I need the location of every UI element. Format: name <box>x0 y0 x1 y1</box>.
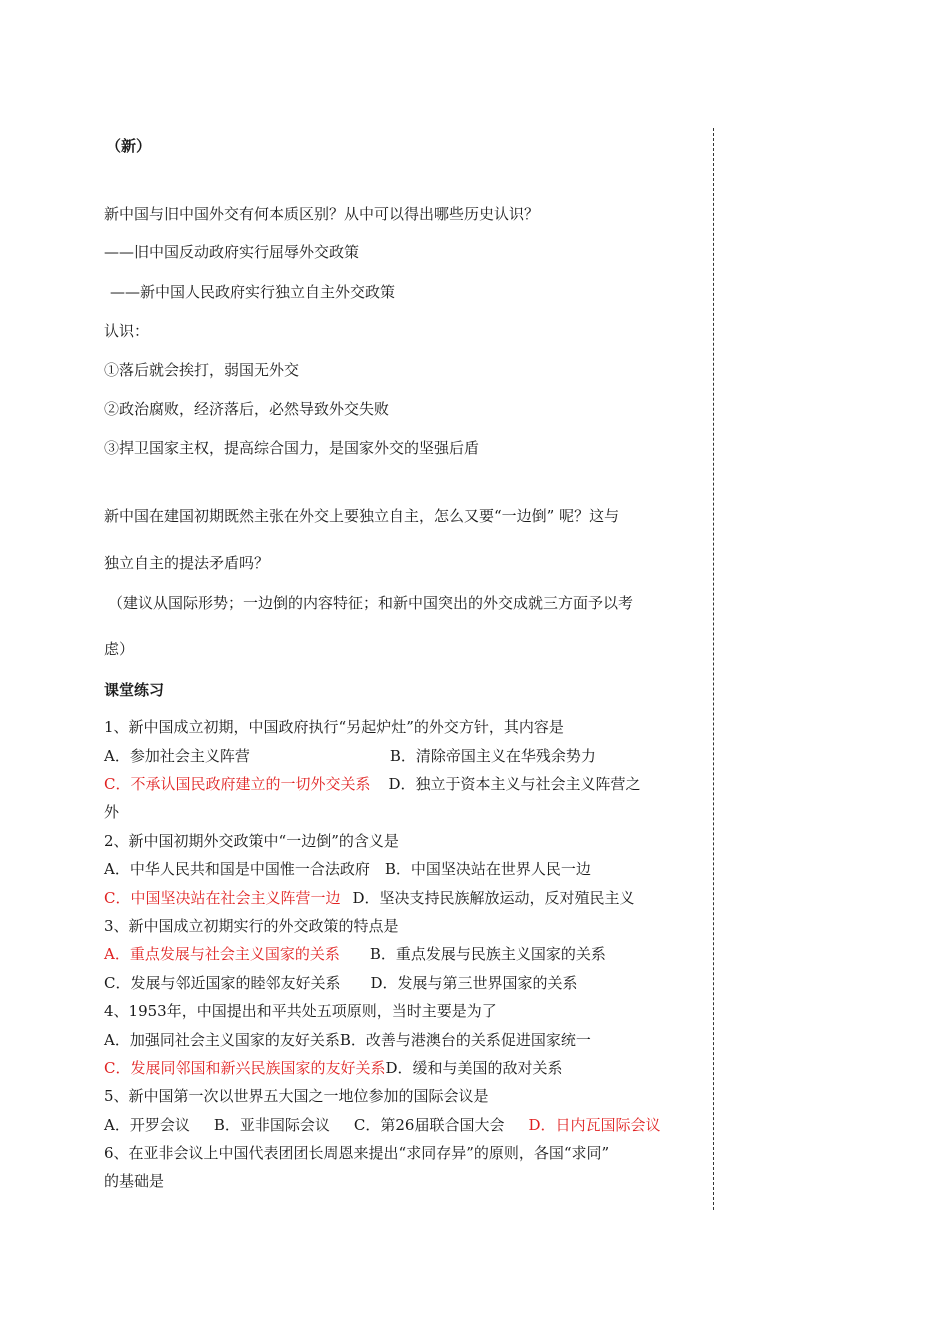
exercise-1-option-c: C．不承认国民政府建立的一切外交关系 <box>104 775 371 793</box>
q2-line-2: 独立自主的提法矛盾吗？ <box>104 554 270 572</box>
exercise-3-option-c: C．发展与邻近国家的睦邻友好关系 <box>104 974 341 992</box>
q1-insight-2: ②政治腐败，经济落后，必然导致外交失败 <box>104 400 390 418</box>
exercise-2-option-b: B．中国坚决站在世界人民一边 <box>384 860 591 878</box>
exercise-title: 课堂练习 <box>104 681 165 699</box>
exercise-4-option-b: B．改善与港澳台的关系促进国家统一 <box>339 1031 591 1049</box>
q2-hint-line-2: 虑） <box>104 640 135 658</box>
exercise-6-stem: 6、在亚非会议上中国代表团团长周恩来提出“求同存异”的原则，各国“求同” <box>104 1144 610 1162</box>
exercise-1-option-d-cont: 外 <box>104 803 120 821</box>
exercise-1-option-a: A．参加社会主义阵营 <box>104 747 250 765</box>
exercise-2-option-c: C．中国坚决站在社会主义阵营一边 <box>104 889 341 907</box>
exercise-4-option-a: A．加强同社会主义国家的友好关系 <box>104 1031 340 1049</box>
exercise-3-option-d: D．发展与第三世界国家的关系 <box>370 974 578 992</box>
q1-answer-old: ——旧中国反动政府实行屈辱外交政策 <box>104 243 360 261</box>
exercise-2-stem: 2、新中国初期外交政策中“一边倒”的含义是 <box>104 832 399 850</box>
exercise-1-stem: 1、新中国成立初期，中国政府执行“另起炉灶”的外交方针，其内容是 <box>104 718 564 736</box>
exercise-5-option-b: B．亚非国际会议 <box>213 1116 330 1134</box>
q1-question: 新中国与旧中国外交有何本质区别？从中可以得出哪些历史认识？ <box>104 205 540 223</box>
exercise-1-option-d: D．独立于资本主义与社会主义阵营之 <box>388 775 641 793</box>
exercise-2-option-a: A．中华人民共和国是中国惟一合法政府 <box>104 860 370 878</box>
exercise-3-option-b: B．重点发展与民族主义国家的关系 <box>369 945 606 963</box>
q2-line-1: 新中国在建国初期既然主张在外交上要独立自主，怎么又要“一边倒” 呢？这与 <box>104 507 620 525</box>
q1-insight-3: ③捍卫国家主权，提高综合国力，是国家外交的坚强后盾 <box>104 439 480 457</box>
exercise-3-stem: 3、新中国成立初期实行的外交政策的特点是 <box>104 917 399 935</box>
q1-insight-1: ①落后就会挨打，弱国无外交 <box>104 361 300 379</box>
q1-insight-label: 认识： <box>104 322 150 340</box>
exercise-5-options <box>104 1115 660 1135</box>
exercise-5-option-d: D．日内瓦国际会议 <box>528 1116 661 1134</box>
exercise-5-stem: 5、新中国第一次以世界五大国之一地位参加的国际会议是 <box>104 1087 489 1105</box>
q1-answer-new: ——新中国人民政府实行独立自主外交政策 <box>110 283 396 301</box>
exercise-1-options-ab <box>104 746 596 766</box>
exercise-2-options-cd <box>104 888 635 908</box>
exercise-2-options-ab <box>104 859 591 879</box>
exercise-4-options-cd <box>104 1058 563 1078</box>
exercise-4-options-ab <box>104 1030 591 1050</box>
exercise-4-stem: 4、1953年，中国提出和平共处五项原则，当时主要是为了 <box>104 1002 497 1020</box>
exercise-3-options-ab <box>104 944 606 964</box>
exercise-6-stem-cont: 的基础是 <box>104 1172 165 1190</box>
exercise-2-option-d: D．坚决支持民族解放运动，反对殖民主义 <box>352 889 635 907</box>
exercise-1-options-cd <box>104 774 641 794</box>
exercise-4-option-d: D．缓和与美国的敌对关系 <box>385 1059 563 1077</box>
exercise-4-option-c: C．发展同邻国和新兴民族国家的友好关系 <box>104 1059 386 1077</box>
q2-hint-line-1: （建议从国际形势；一边倒的内容特征；和新中国突出的外交成就三方面予以考 <box>108 594 634 612</box>
exercise-3-options-cd <box>104 973 578 993</box>
exercise-1-option-b: B．清除帝国主义在华残余势力 <box>389 747 596 765</box>
binding-margin-dashed-rule <box>713 128 714 1210</box>
exercise-3-option-a: A．重点发展与社会主义国家的关系 <box>104 945 340 963</box>
exercise-5-option-c: C．第26届联合国大会 <box>353 1116 505 1134</box>
exercise-5-option-a: A．开罗会议 <box>104 1116 190 1134</box>
header-note: （新） <box>106 137 152 155</box>
